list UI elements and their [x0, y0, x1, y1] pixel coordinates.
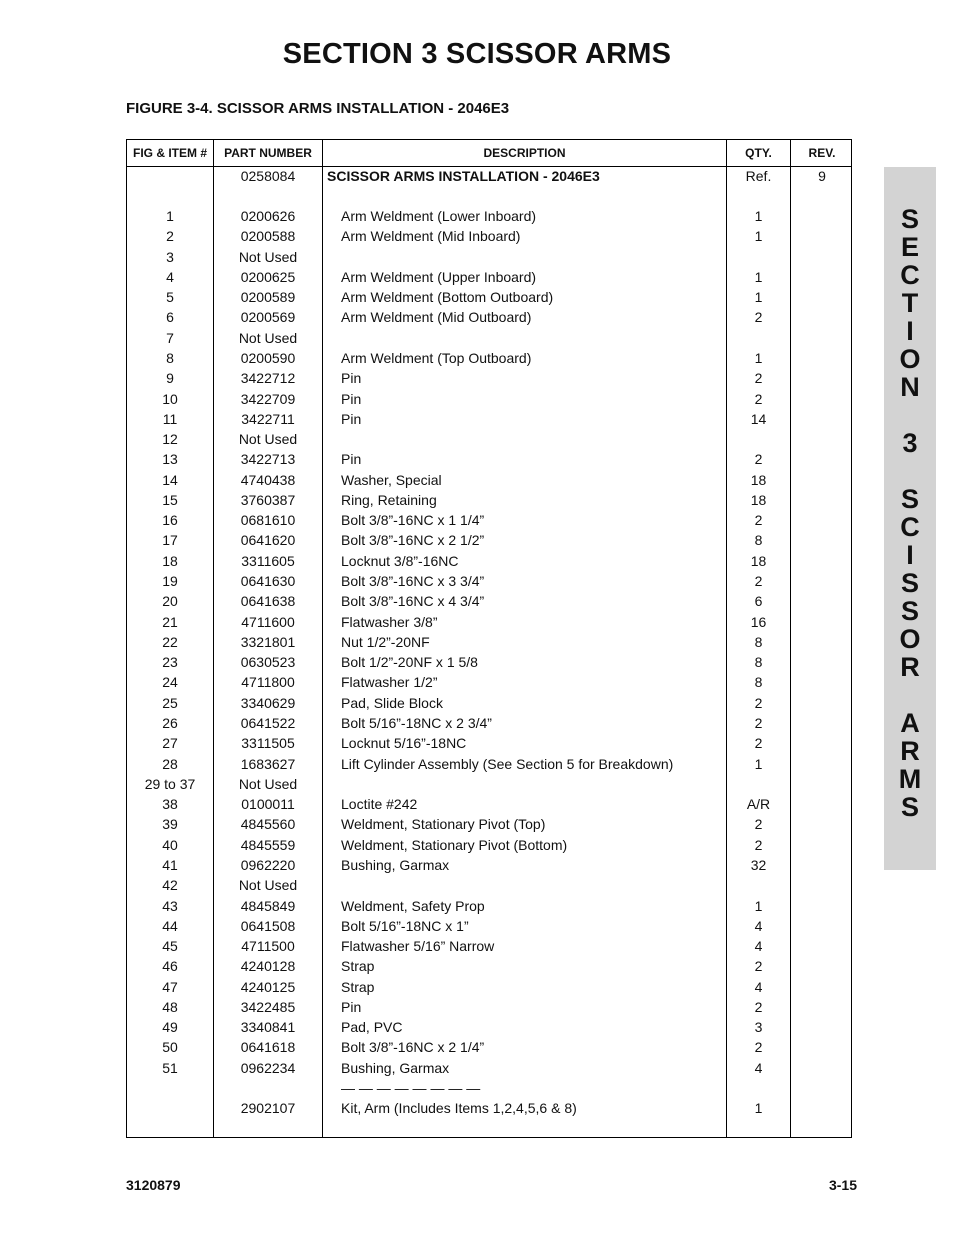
- item-number-cell: 46: [162, 958, 178, 975]
- side-tab-letter: N: [900, 372, 920, 402]
- part-number-cell: 3311605: [241, 552, 295, 569]
- item-number-cell: 7: [166, 329, 174, 346]
- description-cell: Arm Weldment (Mid Outboard): [341, 309, 532, 326]
- quantity-cell: 4: [754, 938, 763, 955]
- quantity-cell: Ref.: [745, 168, 772, 184]
- table-row: [127, 916, 851, 936]
- side-tab-letter: T: [901, 288, 919, 318]
- item-number-cell: 43: [162, 897, 178, 914]
- table-row: [127, 936, 851, 956]
- part-number-cell: 4845849: [240, 897, 296, 914]
- table-row: [127, 551, 851, 571]
- side-tab-letter: S: [900, 568, 919, 598]
- item-number-cell: 26: [162, 715, 178, 731]
- table-row: [127, 409, 851, 429]
- column-header-item: FIG & ITEM #: [132, 146, 207, 160]
- table-row: [127, 632, 851, 652]
- document-number: 3120879: [126, 1177, 181, 1193]
- table-row: [127, 307, 851, 327]
- item-number-cell: 15: [162, 491, 178, 508]
- description-cell: Locknut 5/16”-18NC: [341, 735, 467, 752]
- part-number-cell: 3340841: [240, 1019, 296, 1036]
- description-cell: Kit, Arm (Includes Items 1,2,4,5,6 & 8): [341, 1100, 577, 1117]
- description-cell: Pad, Slide Block: [341, 694, 443, 711]
- table-row: [127, 1058, 851, 1078]
- description-cell: SCISSOR ARMS INSTALLATION - 2046E3: [327, 168, 600, 184]
- page-number: 3-15: [828, 1177, 857, 1193]
- side-tab-letter: R: [900, 736, 920, 766]
- part-number-cell: 4845559: [240, 836, 296, 853]
- description-cell: Flatwasher 3/8”: [341, 613, 438, 630]
- table-row: [127, 612, 851, 632]
- item-number-cell: 44: [162, 917, 178, 934]
- table-row: [127, 997, 851, 1017]
- table-row: [127, 267, 851, 287]
- side-tab-letter: O: [899, 624, 921, 654]
- part-number-cell: 0100011: [241, 796, 295, 813]
- part-number-cell: 4845560: [240, 816, 296, 833]
- part-number-cell: 4740438: [240, 471, 296, 488]
- quantity-cell: 18: [750, 471, 767, 488]
- description-cell: Nut 1/2”-20NF: [341, 633, 430, 650]
- quantity-cell: 14: [750, 410, 767, 427]
- item-number-cell: 40: [162, 836, 178, 853]
- quantity-cell: 2: [754, 573, 763, 590]
- table-row: [127, 368, 851, 388]
- description-cell: Weldment, Safety Prop: [341, 897, 485, 914]
- item-number-cell: 6: [166, 309, 174, 326]
- item-number-cell: 27: [162, 735, 178, 752]
- revision-cell: 9: [818, 168, 826, 184]
- item-number-cell: 39: [162, 816, 178, 833]
- table-row: [127, 348, 851, 368]
- column-header-qty: QTY.: [745, 146, 772, 160]
- item-number-cell: 13: [162, 451, 178, 468]
- table-row: [127, 389, 851, 409]
- description-cell: Pin: [341, 998, 362, 1015]
- side-tab-letter: O: [899, 344, 921, 374]
- quantity-cell: 18: [750, 552, 767, 569]
- table-row: [127, 470, 851, 490]
- item-number-cell: 9: [166, 370, 174, 387]
- side-tab-letter: M: [898, 764, 922, 794]
- quantity-cell: 8: [754, 633, 763, 650]
- description-cell: Bolt 5/16”-18NC x 1”: [341, 917, 469, 934]
- part-number-cell: 0641508: [240, 917, 296, 934]
- part-number-cell: 0200625: [240, 268, 296, 285]
- part-number-cell: 3422485: [240, 998, 296, 1015]
- part-number-cell: 0641638: [240, 593, 296, 610]
- description-cell: Bushing, Garmax: [341, 1059, 450, 1076]
- description-cell: Arm Weldment (Mid Inboard): [341, 228, 521, 245]
- quantity-cell: 32: [750, 856, 767, 873]
- item-number-cell: 28: [162, 755, 178, 772]
- part-number-cell: 0641620: [240, 532, 296, 549]
- description-cell: Bolt 1/2”-20NF x 1 5/8: [341, 654, 478, 671]
- side-tab-letter: C: [900, 512, 920, 542]
- part-number-cell: 0641618: [240, 1039, 296, 1056]
- part-number-cell: 3422712: [240, 370, 296, 387]
- side-tab-letter: I: [906, 316, 914, 346]
- item-number-cell: 1: [166, 208, 174, 224]
- part-number-cell: 3422711: [241, 410, 295, 427]
- quantity-cell: 2: [754, 1039, 763, 1056]
- item-number-cell: 50: [162, 1039, 178, 1056]
- quantity-cell: 2: [754, 512, 763, 529]
- part-number-cell: 0641522: [240, 715, 296, 731]
- table-row: [127, 672, 851, 692]
- part-number-cell: 4240125: [240, 978, 296, 995]
- quantity-cell: A/R: [746, 796, 771, 813]
- item-number-cell: 3: [166, 248, 174, 265]
- part-number-cell: 0200626: [240, 208, 296, 224]
- figure-title: FIGURE 3-4. SCISSOR ARMS INSTALLATION - 2046E3: [126, 100, 510, 117]
- quantity-cell: 2: [754, 998, 763, 1015]
- table-row: [127, 328, 851, 348]
- part-number-cell: 3321801: [240, 633, 296, 650]
- description-cell: Flatwasher 1/2”: [341, 674, 438, 691]
- table-row: [127, 896, 851, 916]
- table-row: [127, 733, 851, 753]
- quantity-cell: 2: [754, 370, 763, 387]
- part-number-cell: 3760387: [240, 491, 296, 508]
- table-row: [127, 754, 851, 774]
- description-cell: Washer, Special: [341, 471, 442, 488]
- description-cell: Weldment, Stationary Pivot (Top): [341, 816, 546, 833]
- quantity-cell: 18: [750, 491, 767, 508]
- quantity-cell: 8: [754, 674, 763, 691]
- table-row: [127, 977, 851, 997]
- description-cell: Locknut 3/8”-16NC: [341, 552, 459, 569]
- table-row: [127, 510, 851, 530]
- description-cell: Bolt 3/8”-16NC x 3 3/4”: [341, 573, 485, 590]
- part-number-cell: 3422713: [240, 451, 296, 468]
- quantity-cell: 1: [754, 897, 763, 914]
- side-tab-letter: I: [906, 540, 914, 570]
- column-header-description: DESCRIPTION: [483, 146, 566, 160]
- item-number-cell: 41: [162, 856, 178, 873]
- description-cell: Weldment, Stationary Pivot (Bottom): [341, 836, 568, 853]
- table-row: [127, 571, 851, 591]
- description-cell: Strap: [341, 978, 375, 995]
- side-tab-letter: R: [900, 652, 920, 682]
- description-cell: Bolt 3/8”-16NC x 2 1/4”: [341, 1039, 485, 1056]
- quantity-cell: 2: [754, 451, 763, 468]
- part-number-cell: 4240128: [240, 958, 296, 975]
- item-number-cell: 16: [162, 512, 178, 529]
- table-row: [127, 814, 851, 834]
- parts-table: [126, 139, 852, 1138]
- description-cell: Bolt 3/8”-16NC x 4 3/4”: [341, 593, 485, 610]
- table-row: [127, 206, 851, 226]
- part-number-cell: 0641630: [240, 573, 296, 590]
- description-cell: Bolt 3/8”-16NC x 2 1/2”: [341, 532, 485, 549]
- column-header-rev: REV.: [808, 146, 836, 160]
- quantity-cell: 3: [754, 1019, 763, 1036]
- part-number-cell: 0681610: [240, 512, 296, 529]
- item-number-cell: 2: [166, 228, 174, 245]
- part-number-cell: 0200590: [240, 349, 296, 366]
- quantity-cell: 6: [754, 593, 763, 610]
- quantity-cell: 8: [754, 654, 763, 671]
- quantity-cell: 4: [754, 917, 763, 934]
- quantity-cell: 2: [754, 390, 763, 407]
- part-number-cell: Not Used: [238, 248, 298, 265]
- description-cell: Pin: [341, 370, 362, 387]
- side-tab-letter: 3: [902, 428, 918, 458]
- description-cell: Flatwasher 5/16” Narrow: [341, 938, 495, 955]
- description-cell: — — — — — — — —: [341, 1080, 481, 1097]
- part-number-cell: 0200569: [240, 309, 296, 326]
- item-number-cell: 19: [162, 573, 178, 590]
- description-cell: Loctite #242: [341, 796, 418, 813]
- part-number-cell: 4711500: [241, 938, 295, 955]
- description-cell: Bolt 3/8”-16NC x 1 1/4”: [341, 512, 485, 529]
- quantity-cell: 4: [754, 978, 763, 995]
- description-cell: Arm Weldment (Top Outboard): [341, 349, 532, 366]
- description-cell: Arm Weldment (Bottom Outboard): [341, 289, 554, 306]
- table-row: [127, 287, 851, 307]
- description-cell: Bushing, Garmax: [341, 856, 450, 873]
- table-row: [127, 875, 851, 895]
- part-number-cell: 0258084: [240, 168, 296, 184]
- item-number-cell: 38: [162, 796, 178, 813]
- item-number-cell: 11: [162, 410, 178, 427]
- part-number-cell: 2902107: [240, 1100, 296, 1117]
- table-row: [127, 1078, 851, 1098]
- table-row: [127, 855, 851, 875]
- item-number-cell: 25: [162, 694, 178, 711]
- quantity-cell: 1: [754, 349, 763, 366]
- table-row: [127, 794, 851, 814]
- quantity-cell: 1: [754, 755, 763, 772]
- table-row: [127, 530, 851, 550]
- side-tab-letter: A: [900, 708, 920, 738]
- quantity-cell: 1: [754, 1100, 763, 1117]
- description-cell: Pin: [341, 451, 362, 468]
- item-number-cell: 29 to 37: [144, 775, 196, 792]
- quantity-cell: 16: [750, 613, 767, 630]
- side-tab-letter: S: [900, 596, 919, 626]
- item-number-cell: 17: [162, 532, 178, 549]
- item-number-cell: 47: [162, 978, 178, 995]
- item-number-cell: 22: [162, 633, 178, 650]
- part-number-cell: 4711800: [241, 674, 295, 691]
- table-row: [127, 490, 851, 510]
- description-cell: Arm Weldment (Upper Inboard): [341, 268, 537, 285]
- part-number-cell: 3422709: [240, 390, 296, 407]
- side-tab-letter: C: [900, 260, 920, 290]
- part-number-cell: Not Used: [238, 329, 298, 346]
- description-cell: Pin: [341, 390, 362, 407]
- part-number-cell: Not Used: [238, 431, 298, 448]
- table-row: [127, 713, 851, 733]
- part-number-cell: 0962220: [240, 856, 296, 873]
- table-row: [127, 835, 851, 855]
- quantity-cell: 1: [754, 289, 763, 306]
- item-number-cell: 45: [162, 938, 178, 955]
- item-number-cell: 42: [162, 877, 178, 894]
- item-number-cell: 12: [162, 431, 178, 448]
- table-row: [127, 1037, 851, 1057]
- item-number-cell: 4: [166, 268, 174, 285]
- quantity-cell: 4: [754, 1059, 763, 1076]
- part-number-cell: Not Used: [238, 775, 298, 792]
- table-row: [127, 1098, 851, 1118]
- table-row: [127, 774, 851, 794]
- description-cell: Arm Weldment (Lower Inboard): [341, 208, 537, 224]
- quantity-cell: 2: [754, 694, 763, 711]
- table-row: [127, 247, 851, 267]
- item-number-cell: 20: [162, 593, 178, 610]
- part-number-cell: 0200589: [240, 289, 296, 306]
- item-number-cell: 51: [162, 1059, 178, 1076]
- description-cell: Pad, PVC: [341, 1019, 403, 1036]
- quantity-cell: 2: [754, 309, 763, 326]
- description-cell: Pin: [341, 410, 362, 427]
- table-row: [127, 166, 851, 186]
- item-number-cell: 23: [162, 654, 178, 671]
- side-tab-letter: S: [900, 484, 919, 514]
- part-number-cell: 4711600: [241, 613, 295, 630]
- part-number-cell: 1683627: [240, 755, 296, 772]
- item-number-cell: 18: [162, 552, 178, 569]
- quantity-cell: 2: [754, 735, 763, 752]
- table-row: [127, 429, 851, 449]
- table-row: [127, 449, 851, 469]
- part-number-cell: 0200588: [240, 228, 296, 245]
- quantity-cell: 2: [754, 816, 763, 833]
- table-row: [127, 693, 851, 713]
- table-row: [127, 1017, 851, 1037]
- column-header-part-number: PART NUMBER: [224, 146, 312, 160]
- page-title: SECTION 3 SCISSOR ARMS: [282, 38, 672, 70]
- side-tab-letter: S: [900, 792, 919, 822]
- description-cell: Lift Cylinder Assembly (See Section 5 for Breakdown): [341, 755, 674, 772]
- quantity-cell: 1: [754, 228, 763, 245]
- item-number-cell: 24: [162, 674, 178, 691]
- item-number-cell: 8: [166, 349, 174, 366]
- table-row: [127, 652, 851, 672]
- table-row: [127, 591, 851, 611]
- description-cell: Bolt 5/16”-18NC x 2 3/4”: [341, 715, 492, 731]
- quantity-cell: 1: [754, 208, 763, 224]
- table-row: [127, 956, 851, 976]
- side-tab-letter: E: [900, 232, 919, 262]
- item-number-cell: 49: [162, 1019, 178, 1036]
- part-number-cell: 0630523: [240, 654, 296, 671]
- part-number-cell: 3340629: [240, 694, 296, 711]
- item-number-cell: 10: [162, 390, 178, 407]
- quantity-cell: 2: [754, 715, 763, 731]
- quantity-cell: 8: [754, 532, 763, 549]
- quantity-cell: 1: [754, 268, 763, 285]
- description-cell: Strap: [341, 958, 375, 975]
- quantity-cell: 2: [754, 836, 763, 853]
- item-number-cell: 14: [162, 471, 178, 488]
- item-number-cell: 5: [166, 289, 174, 306]
- item-number-cell: 48: [162, 998, 178, 1015]
- quantity-cell: 2: [754, 958, 763, 975]
- description-cell: Ring, Retaining: [341, 491, 437, 508]
- part-number-cell: Not Used: [238, 877, 298, 894]
- section-side-tab: [884, 167, 936, 870]
- side-tab-letter: S: [900, 204, 919, 234]
- item-number-cell: 21: [162, 613, 178, 630]
- table-row: [127, 226, 851, 246]
- part-number-cell: 3311505: [241, 735, 295, 752]
- part-number-cell: 0962234: [240, 1059, 296, 1076]
